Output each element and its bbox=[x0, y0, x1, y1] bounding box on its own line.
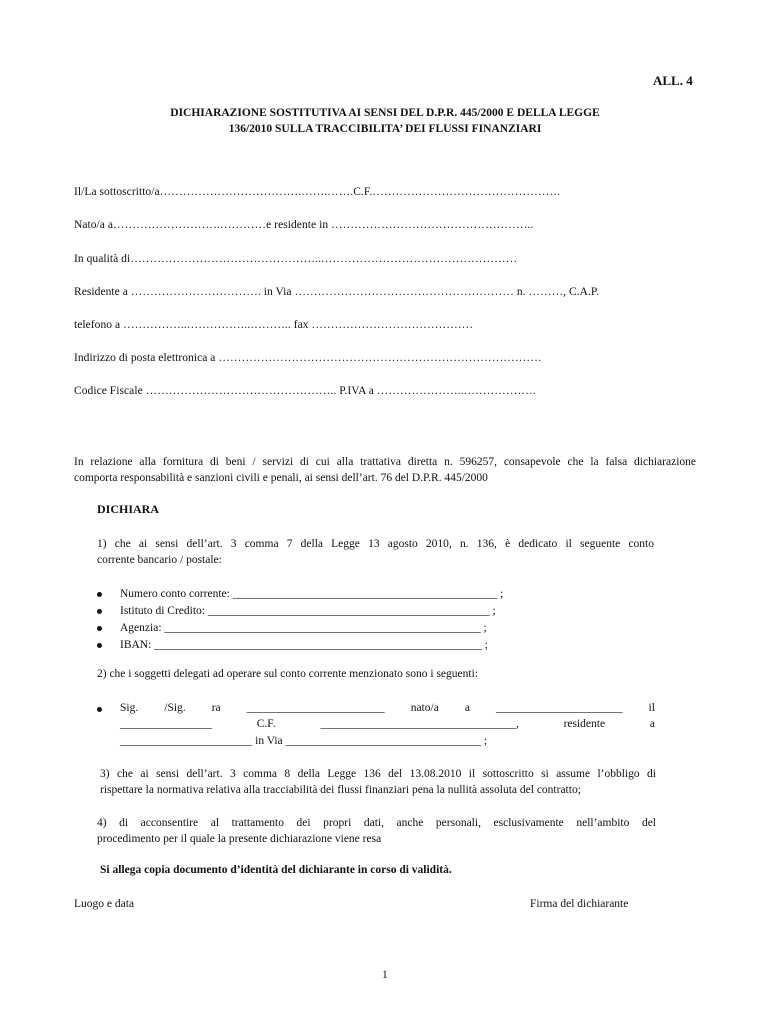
delegati-il-label: il bbox=[648, 702, 655, 714]
delegati-ra: ra bbox=[211, 702, 221, 714]
point-1-line-1: 1) che ai sensi dell’art. 3 comma 7 della Legge 13 agosto 2010, n. 136, è dedicato il seguente conto bbox=[97, 538, 654, 550]
delegati-a-label: a bbox=[464, 702, 470, 714]
point-1-line-2: corrente bancario / postale: bbox=[97, 554, 222, 566]
bullet-icon bbox=[97, 592, 102, 597]
firma-label: Firma del dichiarante bbox=[530, 898, 629, 910]
conto-iban-line: IBAN: _________________________________________________________ ; bbox=[120, 639, 488, 651]
intro-paragraph bbox=[74, 454, 696, 486]
delegati-cf-blank: __________________________________, bbox=[320, 718, 519, 730]
delegati-row-2 bbox=[120, 718, 655, 730]
dichiara-heading: DICHIARA bbox=[97, 502, 160, 516]
document-title-line-1: DICHIARAZIONE SOSTITUTIVA AI SENSI DEL D.P.R. 445/2000 E DELLA LEGGE bbox=[170, 107, 600, 119]
luogo-data-label: Luogo e data bbox=[74, 898, 135, 910]
point-4-line-2: procedimento per il quale la presente dichiarazione viene resa bbox=[97, 833, 382, 845]
document-title-line-2: 136/2010 SULLA TRACCIBILITA’ DEI FLUSSI FINANZIARI bbox=[228, 123, 542, 135]
delegati-cf-label: C.F. bbox=[256, 718, 276, 730]
delegati-sig: Sig. bbox=[120, 702, 139, 714]
bullet-icon bbox=[97, 609, 102, 614]
field-email: Indirizzo di posta elettronica a ………………………………………………………………………… bbox=[74, 352, 542, 364]
conto-numero-line: Numero conto corrente: ______________________________________________ ; bbox=[120, 588, 504, 600]
bullet-icon bbox=[97, 707, 102, 712]
point-3-line-1: 3) che ai sensi dell’art. 3 comma 8 della Legge 136 del 13.08.2010 il sottoscritto si assume l’obbligo di bbox=[100, 768, 656, 780]
field-codice-fiscale-piva: Codice Fiscale ………………………………………….. P.IVA a …………………..………………. bbox=[74, 385, 536, 397]
attachment-label: ALL. 4 bbox=[653, 73, 693, 88]
point-1-paragraph bbox=[97, 536, 654, 568]
point-3-paragraph bbox=[100, 766, 656, 798]
field-sottoscritto: Il/La sottoscritto/a……………………………….…….…….C.F.…………………………………………. bbox=[74, 186, 561, 198]
point-2-text: 2) che i soggetti delegati ad operare sul conto corrente menzionato sono i seguenti: bbox=[97, 668, 478, 680]
delegati-nato-label: nato/a bbox=[410, 702, 439, 714]
field-qualita: In qualità di…………………………………………..…………………………………………… bbox=[74, 253, 518, 265]
bullet-icon bbox=[97, 626, 102, 631]
page-number: 1 bbox=[382, 969, 388, 981]
field-telefono-fax: telefono a ……………..……………..……….. fax …………………………………… bbox=[74, 319, 474, 331]
delegati-a2-label: a bbox=[649, 718, 655, 730]
field-residente-via: Residente a ……………………………. in Via ………………………………………………… n. ………, C.A.P. bbox=[74, 286, 599, 298]
delegati-row-3: _______________________ in Via __________________________________ ; bbox=[120, 735, 488, 747]
conto-agenzia-line: Agenzia: _______________________________________________________ ; bbox=[120, 622, 487, 634]
intro-line-2: comporta responsabilità e sanzioni civili e penali, ai sensi dell’art. 76 del D.P.R. 445/2000 bbox=[74, 472, 488, 484]
point-4-line-1: 4) di acconsentire al trattamento dei propri dati, anche personali, esclusivamente nell’ambito del bbox=[97, 817, 656, 829]
bullet-icon bbox=[97, 643, 102, 648]
delegati-row-1 bbox=[120, 702, 655, 714]
conto-istituto-line: Istituto di Credito: _________________________________________________ ; bbox=[120, 605, 496, 617]
delegati-sig-slash: /Sig. bbox=[164, 702, 186, 714]
point-3-line-2: rispettare la normativa relativa alla tracciabilità dei flussi finanziari pena la nullità assoluta del contratto; bbox=[100, 784, 581, 796]
point-4-paragraph bbox=[97, 815, 656, 847]
delegati-date-blank: ________________ bbox=[120, 718, 212, 730]
field-nato-residente: Nato/a a……………………….…………e residente in …………………………………………….. bbox=[74, 219, 534, 231]
allega-note: Si allega copia documento d’identità del dichiarante in corso di validità. bbox=[100, 864, 452, 876]
delegati-place-blank: ______________________ bbox=[495, 702, 623, 714]
delegati-residente-label: residente bbox=[563, 718, 606, 730]
intro-line-1: In relazione alla fornitura di beni / servizi di cui alla trattativa diretta n. 596257, consapevole che la falsa dichiarazione bbox=[74, 456, 696, 468]
delegati-name-blank: ________________________ bbox=[246, 702, 385, 714]
